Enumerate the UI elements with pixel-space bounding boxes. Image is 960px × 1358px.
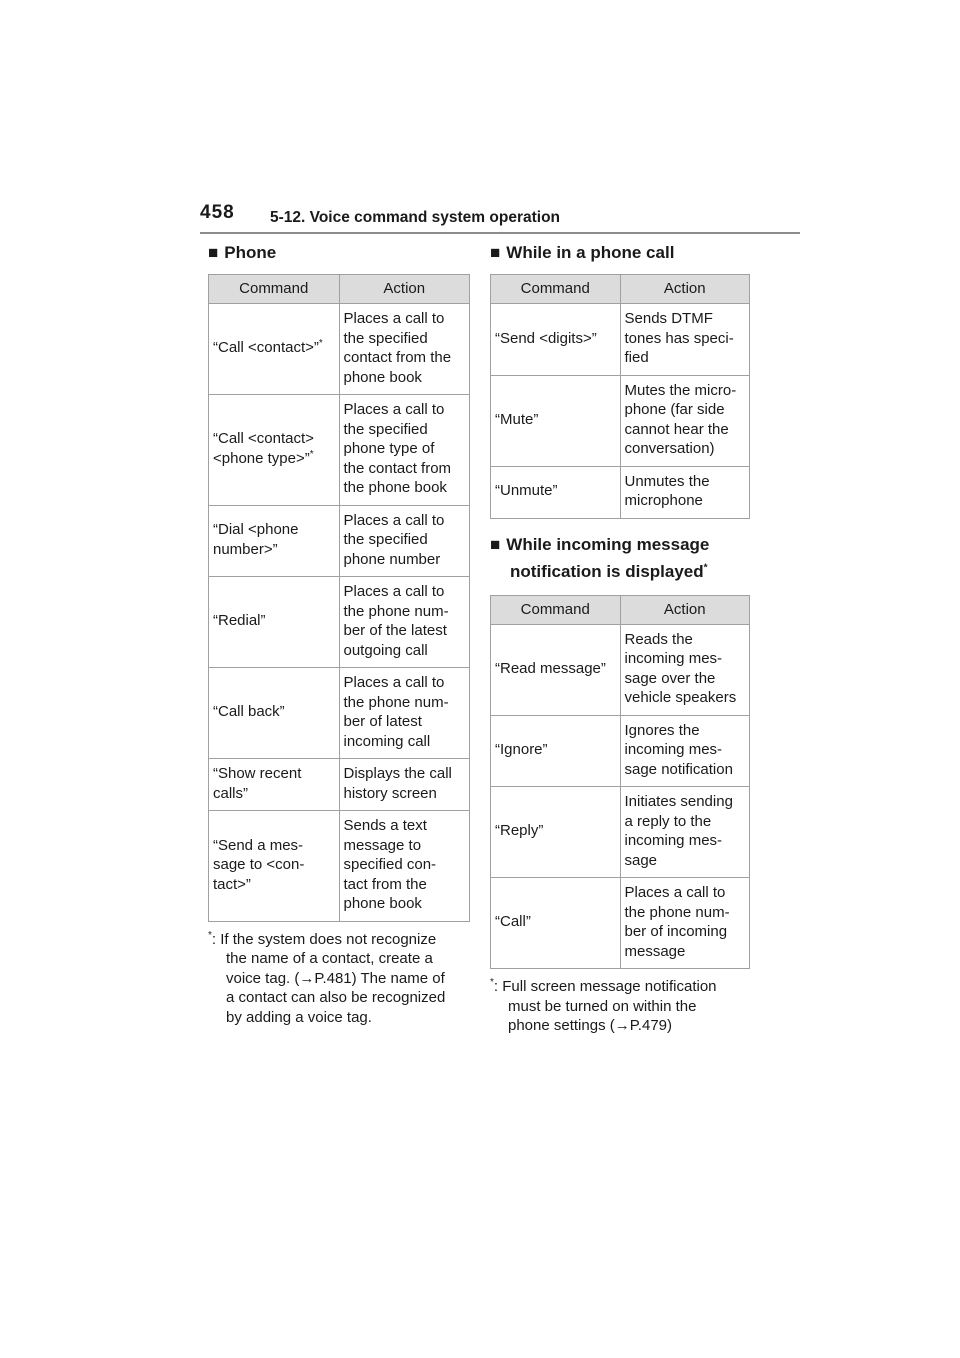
command-cell-line: calls” [213,784,249,802]
command-cell-line: <phone type>”* [213,448,314,467]
action-cell-line: the phone num- [343,602,449,620]
action-cell [620,304,750,376]
in-call-heading [490,240,750,266]
command-cell [491,787,621,878]
command-cell-line: sage to <con- [213,856,305,873]
table-row [209,505,470,577]
action-cell-line: sage over the [624,669,716,687]
page-header [200,202,800,236]
footnote-line: phone settings (→P.479) [508,1017,672,1034]
action-cell-line: Reads the [624,630,693,648]
square-bullet-icon: ■ [208,243,219,262]
action-cell-line: message to [343,836,422,854]
action-cell-line: the specified [343,329,428,347]
command-cell-line: “Redial” [213,612,266,630]
command-cell-line: tact>” [213,875,251,893]
table-row [491,304,750,376]
action-cell-line: ber of latest [343,713,422,730]
table-row [209,668,470,759]
message-heading-line2: notification is displayed* [510,561,708,581]
square-bullet-icon: ■ [490,534,501,554]
action-cell-line: the phone num- [343,693,449,711]
right-column [490,240,750,1036]
action-cell-line: history screen [343,784,437,802]
in-call-commands-table [490,274,750,519]
command-cell-line: “Call back” [213,703,285,721]
table-row [209,811,470,922]
table-row [209,304,470,395]
action-cell-line: tact from the [343,875,427,893]
action-cell-line: the contact from [343,459,452,477]
action-cell-line: fied [624,349,649,366]
action-cell-line: tones has speci- [624,329,734,347]
action-cell-line: contact from the [343,349,452,366]
action-cell-line: Places a call to [343,511,445,529]
action-cell-line: vehicle speakers [624,689,737,706]
command-cell-line: “Ignore” [495,741,548,758]
table-row [491,466,750,518]
action-cell-line: Places a call to [624,884,726,901]
action-cell-line: the specified [343,531,428,548]
action-cell-line: conversation) [624,440,715,457]
message-footnote [490,977,750,1036]
action-cell-line: message [624,942,686,960]
action-cell-line: Displays the call [343,765,452,782]
command-column-header: Command [491,275,621,304]
command-cell [209,811,340,922]
command-cell-line: “Show recent [213,765,302,782]
footnote-line: by adding a voice tag. [226,1008,372,1026]
action-cell [620,878,750,969]
action-cell-line: outgoing call [343,641,428,659]
phone-footnote [208,930,470,1028]
action-cell [339,577,470,668]
action-cell [339,304,470,395]
footnote-line: *: If the system does not recognize [208,929,437,948]
phone-heading [208,240,470,266]
action-cell-line: Mutes the micro- [624,381,737,399]
action-cell-line: Ignores the [624,721,700,739]
action-cell-line: phone book [343,895,422,912]
action-cell-line: Places a call to [343,310,445,327]
command-cell [209,304,340,395]
command-cell-line: “Call” [495,913,531,931]
action-cell-line: Unmutes the [624,472,710,490]
action-cell-line: phone type of [343,440,435,457]
section-title: 5-12. Voice command system operation [270,209,561,226]
table-row [209,759,470,811]
action-cell-line: the phone book [343,479,447,496]
action-column-header: Action [339,275,470,304]
message-commands-table [490,595,750,970]
command-cell-line: “Call <contact> [213,430,314,448]
action-cell-line: ber of the latest [343,622,447,639]
command-cell [491,878,621,969]
action-cell [339,811,470,922]
action-cell-line: the specified [343,420,428,438]
page-number: 458 [200,202,235,223]
action-cell-line: cannot hear the [624,420,729,438]
table-row [209,577,470,668]
footnote-line: a contact can also be recognized [226,989,446,1006]
table-header-row [491,595,750,624]
action-cell-line: phone book [343,368,422,386]
header-divider [200,232,800,234]
table-row [209,395,470,506]
command-cell [491,304,621,376]
command-column-header: Command [491,595,621,624]
action-cell-line: incoming mes- [624,650,723,667]
action-cell [339,505,470,577]
in-call-heading-text: While in a phone call [506,243,675,262]
action-cell-line: a reply to the [624,812,712,830]
command-cell [491,715,621,787]
command-cell-line: “Send a mes- [213,836,304,854]
command-cell-line: “Reply” [495,822,544,840]
command-cell [209,668,340,759]
action-cell-line: incoming mes- [624,741,723,758]
phone-heading-text: Phone [224,243,277,262]
command-cell [209,577,340,668]
action-cell-line: sage [624,851,658,869]
command-column-header: Command [209,275,340,304]
table-row [491,375,750,466]
footnote-line: the name of a contact, create a [226,950,433,967]
message-heading [490,531,750,585]
action-cell-line: Places a call to [343,674,445,691]
table-row [491,624,750,715]
footnote-line: must be turned on within the [508,997,697,1015]
table-row [491,715,750,787]
footnote-line: voice tag. (→P.481) The name of [226,969,445,987]
command-cell-line: “Call <contact>”* [213,338,323,357]
action-cell [339,759,470,811]
action-cell [339,668,470,759]
square-bullet-icon: ■ [490,243,501,262]
action-cell-line: sage notification [624,760,733,778]
action-column-header: Action [620,595,750,624]
action-cell-line: Places a call to [343,583,445,600]
action-cell-line: Places a call to [343,401,445,418]
command-cell [491,624,621,715]
footnote-line: *: Full screen message notification [490,977,717,995]
action-cell-line: incoming mes- [624,832,723,849]
command-cell [209,759,340,811]
table-row [491,878,750,969]
action-cell-line: the phone num- [624,903,730,921]
command-cell [491,466,621,518]
action-cell [620,624,750,715]
command-cell-line: “Read message” [495,659,606,677]
action-cell [620,466,750,518]
action-cell [620,787,750,878]
action-cell [339,395,470,506]
left-column [208,240,470,1027]
table-row [491,787,750,878]
phone-commands-table [208,274,470,922]
action-cell-line: phone (far side [624,401,725,418]
message-heading-line1: While incoming message [506,534,710,554]
action-cell-line: specified con- [343,856,437,873]
table-header-row [491,275,750,304]
action-cell [620,375,750,466]
command-cell-line: “Unmute” [495,482,558,500]
command-cell-line: “Send <digits>” [495,329,597,347]
table-header-row [209,275,470,304]
command-cell-line: number>” [213,540,278,558]
action-cell-line: Initiates sending [624,793,733,810]
action-cell [620,715,750,787]
action-cell-line: phone number [343,550,441,568]
action-cell-line: Sends a text [343,817,427,834]
command-cell [491,375,621,466]
command-cell-line: “Dial <phone [213,521,299,539]
action-cell-line: incoming call [343,732,431,750]
action-cell-line: Sends DTMF [624,310,713,327]
command-cell [209,395,340,506]
action-cell-line: ber of incoming [624,923,728,940]
action-column-header: Action [620,275,750,304]
command-cell [209,505,340,577]
command-cell-line: “Mute” [495,410,539,428]
action-cell-line: microphone [624,492,703,509]
